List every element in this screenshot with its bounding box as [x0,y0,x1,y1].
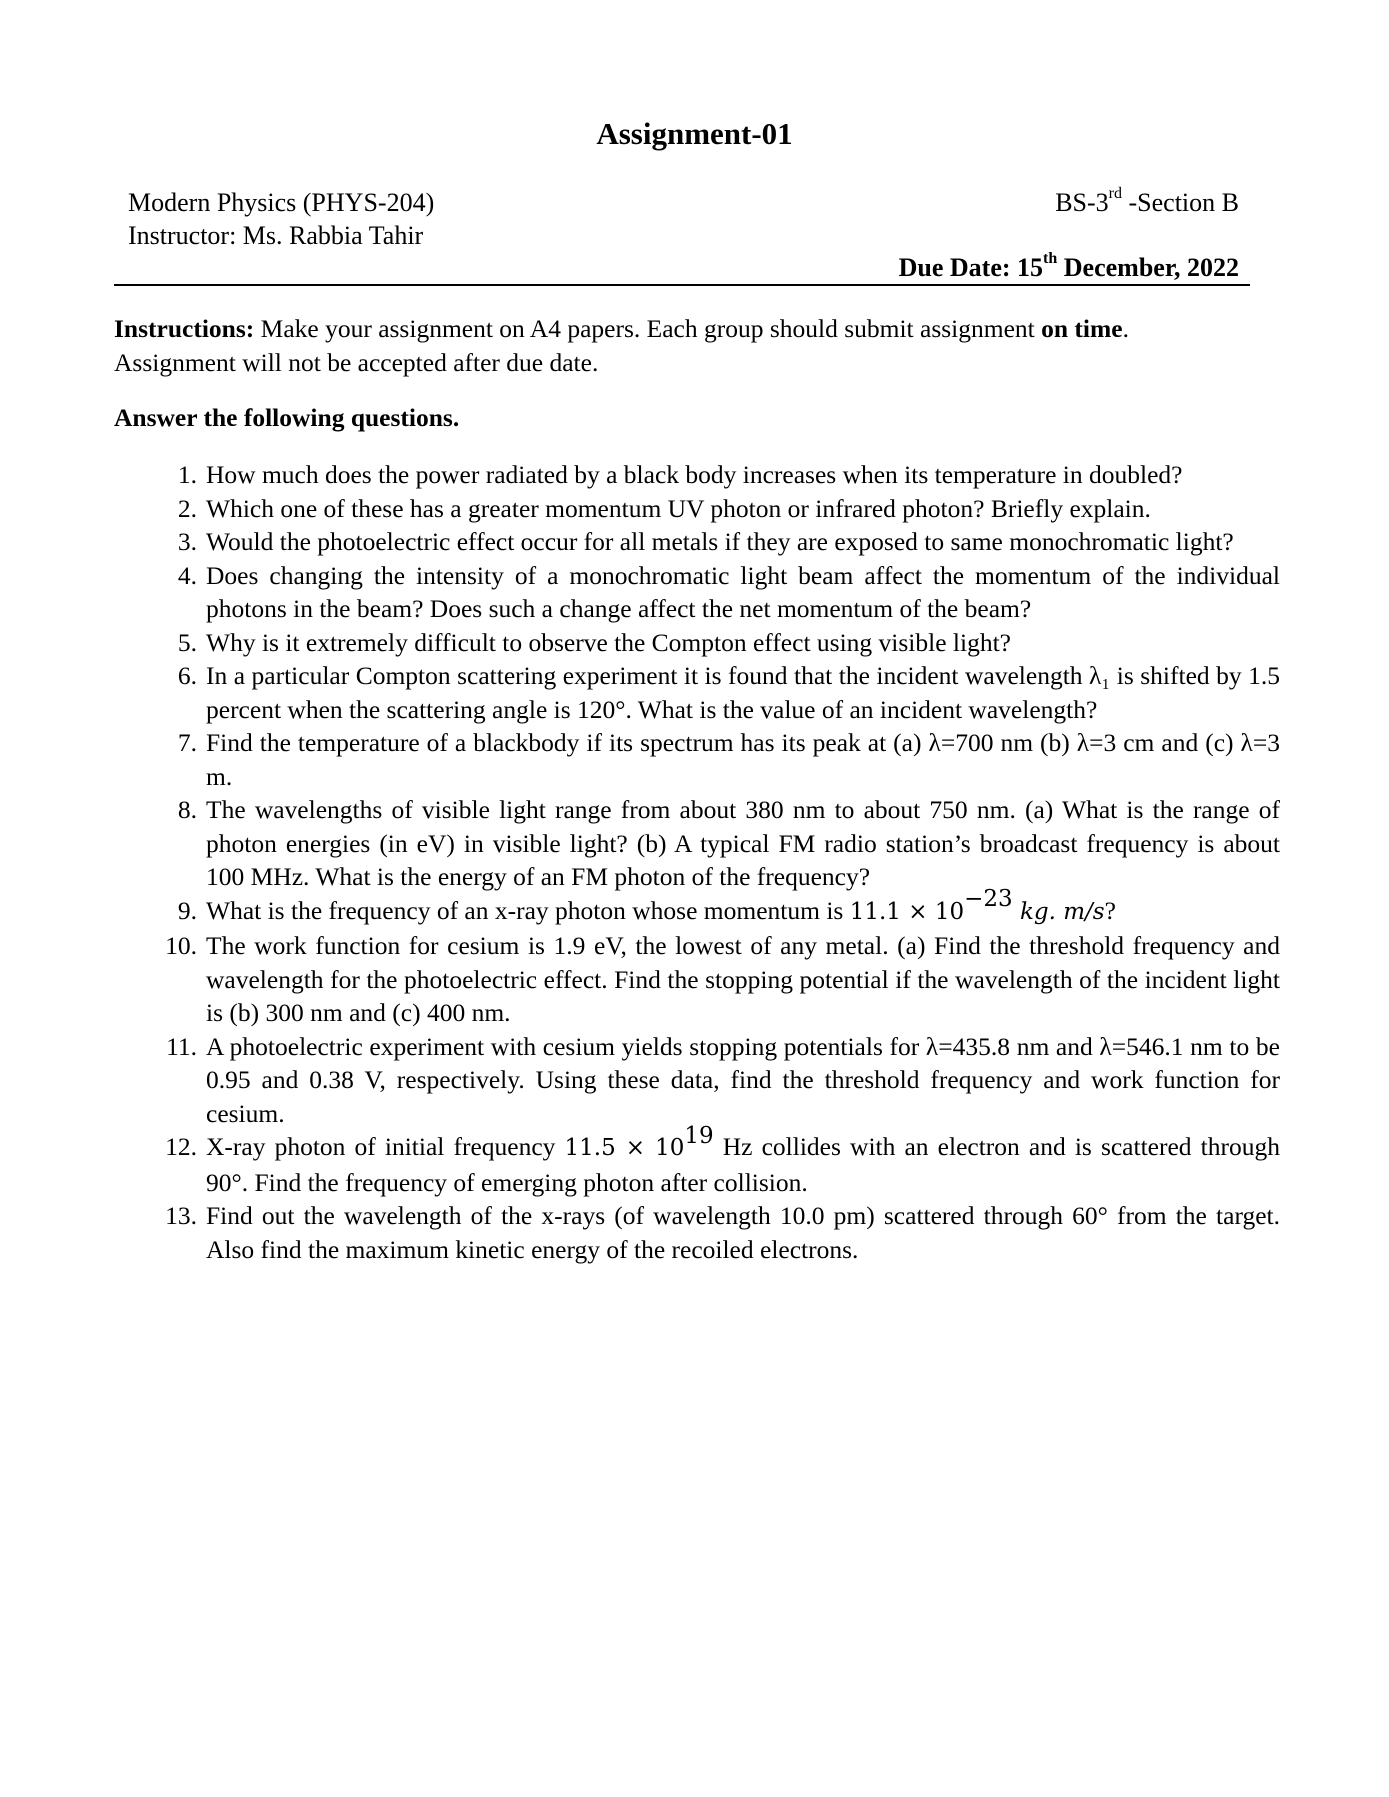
question-number-text: 8. [177,795,197,824]
question-text: The work function for cesium is 1.9 eV, the lowest of any metal. (a) Find the threshold frequency and wavelength for the photoelectric effect. Find the stopping potential if the wavelength of the incident light is (b) 300 nm and (c) 400 nm. [206,931,1280,1027]
due-date [899,251,1239,285]
question-number [152,525,197,559]
momentum-exponent: −23 [964,886,1013,912]
question-number-text: 12. [165,1132,197,1161]
instructions-text-b: . Assignment will not be accepted after due date. [114,314,1129,377]
question-text: Which one of these has a greater momentum UV photon or infrared photon? Briefly explain. [206,493,1151,523]
question-number-text: 9. [177,895,197,925]
question-number [152,726,197,793]
question-text: Find the temperature of a blackbody if its spectrum has its peak at (a) λ=700 nm (b) λ=3 cm and (c) λ=3 m. [206,728,1280,791]
instructions-text-a: Make your assignment on A4 papers. Each group should submit assignment [254,314,1042,343]
question-text-a: What is the frequency of an x-ray photon whose momentum is [206,895,850,925]
question-item [152,492,1280,526]
question-item [152,525,1280,559]
question-item [152,886,1280,930]
question-number [152,1199,197,1266]
question-number-text: 7. [177,728,197,757]
question-text: Find out the wavelength of the x-rays (of wavelength 10.0 pm) scattered through 60° from the target. Also find the maximum kinetic energy of the recoiled electrons. [206,1201,1280,1264]
course-name: Modern Physics (PHYS-204) [128,188,435,217]
due-sup: th [1043,250,1058,268]
class-sup: rd [1108,185,1122,203]
question-item [152,659,1280,726]
question-text-b: ? [1104,895,1116,925]
question-number-text: 13. [165,1201,197,1230]
instructions-paragraph [114,312,1254,380]
class-section [1055,186,1239,220]
question-text: In a particular Compton scattering experiment it is found that the incident wavelength λ₁ is shifted by 1.5 percent when the scattering angle is 120°. What is the value of an incident wavelength? [206,661,1280,724]
question-text-b: Hz collides with an electron and is scattered through 90°. Find the frequency of emerging photon after collision. [206,1132,1280,1197]
instructor-name: Instructor: Ms. Rabbia Tahir [128,221,424,250]
question-item [152,626,1280,660]
class-suffix: -Section B [1122,188,1239,217]
question-list [152,458,1280,1266]
due-prefix: Due Date: 15 [898,253,1044,282]
question-text-a: X-ray photon of initial frequency [206,1132,565,1161]
question-number-text: 1. [177,460,197,489]
question-number-text: 5. [177,627,197,657]
question-number [152,929,197,1030]
question-number [152,458,197,492]
question-number-text: 6. [177,661,197,690]
question-number [152,659,197,726]
page-title: Assignment-01 [596,116,793,151]
frequency-value: 11.5 × 10 [564,1135,685,1161]
question-number [152,626,197,660]
question-number [152,1130,197,1199]
question-item [152,929,1280,1030]
question-text: A photoelectric experiment with cesium yields stopping potentials for λ=435.8 nm and λ=546.1 nm to be 0.95 and 0.38 V, respectively. Using these data, find the threshold frequency and work function for cesium. [206,1031,1280,1128]
instructions-label: Instructions: [114,314,255,343]
question-item [152,458,1280,492]
question-text: Does changing the intensity of a monochromatic light beam affect the momentum of the individual photons in the beam? Does such a change affect the net momentum of the beam? [206,560,1280,623]
question-number [152,559,197,626]
momentum-value: 11.1 × 10 [849,898,965,925]
question-item [152,559,1280,626]
question-number-text: 2. [177,493,197,523]
question-item [152,726,1280,793]
question-text: Would the photoelectric effect occur for all metals if they are exposed to same monochromatic light? [206,527,1234,556]
header-divider [114,284,1250,286]
question-item [152,1030,1280,1131]
question-number-text: 4. [177,560,197,590]
question-number [152,793,197,894]
question-text: Why is it extremely difficult to observe the Compton effect using visible light? [206,627,1011,657]
question-text: How much does the power radiated by a black body increases when its temperature in doubled? [206,460,1183,489]
answer-heading: Answer the following questions. [114,403,460,432]
question-item [152,1122,1280,1199]
due-suffix: December, 2022 [1057,253,1239,282]
question-text [197,886,1280,930]
class-prefix: BS-3 [1055,188,1109,217]
question-text [197,1122,1280,1199]
question-number-text: 3. [177,527,197,556]
question-number [152,1030,197,1131]
question-item [152,793,1280,894]
question-text: The wavelengths of visible light range from about 380 nm to about 750 nm. (a) What is the range of photon energies (in eV) in visible light? (b) A typical FM radio station’s broadcast frequency is about 100 MHz. What is the energy of an FM photon of the frequency? [206,795,1280,891]
momentum-unit: kg. m/s [1012,898,1105,925]
question-number-text: 11. [166,1031,197,1061]
question-number-text: 10. [165,931,197,960]
instructions-emphasis: on time [1041,314,1123,343]
question-number [152,492,197,526]
question-number [152,894,197,930]
question-item [152,1199,1280,1266]
frequency-exponent: 19 [684,1122,714,1149]
